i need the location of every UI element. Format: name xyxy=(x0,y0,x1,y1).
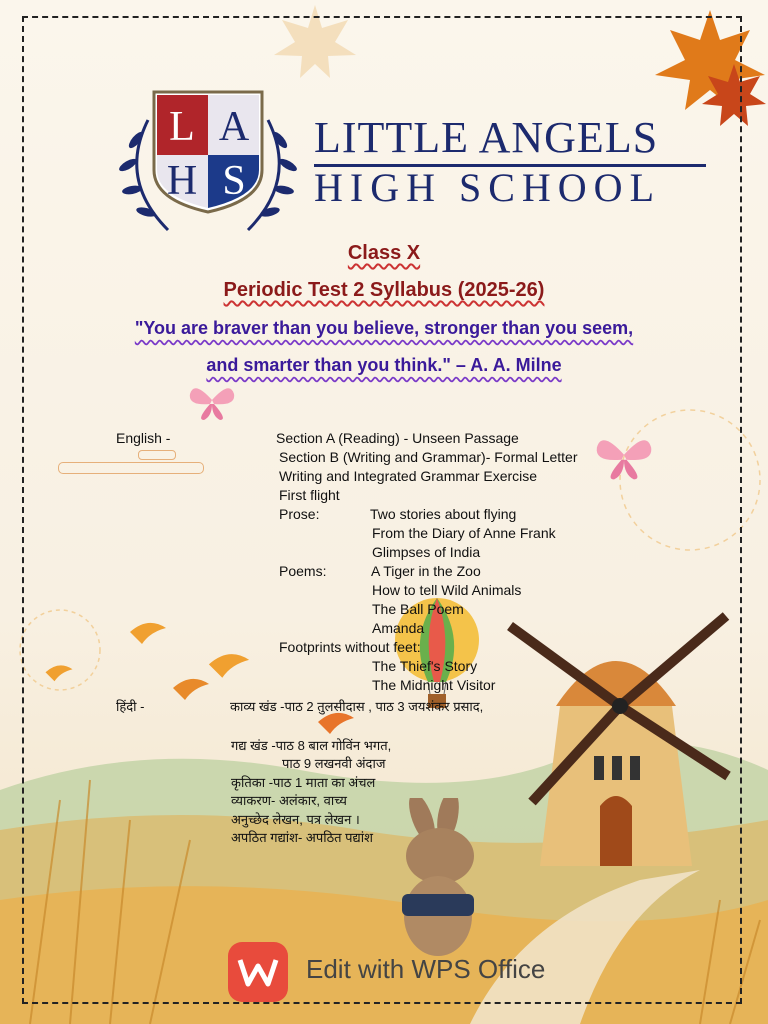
poems-label: Poems: xyxy=(279,563,327,579)
quote-line-2: and smarter than you think." – A. A. Milne xyxy=(206,355,562,375)
school-name-line1: LITTLE ANGELS xyxy=(314,113,659,162)
hindi-line: व्याकरण- अलंकार, वाच्य xyxy=(231,793,347,808)
hindi-subject-label: हिंदी - xyxy=(116,699,145,714)
hindi-line: पाठ 9 लखनवी अंदाज xyxy=(282,756,386,771)
wps-watermark-text: Edit with WPS Office xyxy=(306,954,546,984)
english-subject-label: English - xyxy=(116,430,171,446)
class-heading: Class X xyxy=(347,242,421,264)
crest-letter-l: L xyxy=(169,104,195,150)
hindi-line: अपठित गद्यांश- अपठित पद्यांश xyxy=(231,830,373,845)
prose-item: Glimpses of India xyxy=(372,544,481,560)
english-line: Section B (Writing and Grammar)- Formal Letter xyxy=(279,449,578,465)
hindi-line: कृतिका -पाठ 1 माता का अंचल xyxy=(231,775,376,790)
crest-letter-a: A xyxy=(218,104,250,150)
footprints-label: Footprints without feet: xyxy=(279,639,421,655)
prose-label: Prose: xyxy=(279,506,320,522)
footprints-item: The Thief's Story xyxy=(372,658,478,674)
poem-item: How to tell Wild Animals xyxy=(372,582,522,598)
prose-item: Two stories about flying xyxy=(370,506,517,522)
test-heading: Periodic Test 2 Syllabus (2025-26) xyxy=(223,279,545,301)
english-line: Writing and Integrated Grammar Exercise xyxy=(279,468,538,484)
dashed-page-border xyxy=(22,16,742,1004)
english-line: First flight xyxy=(279,487,340,503)
poem-item: Amanda xyxy=(372,620,425,636)
quote-line-1: "You are braver than you believe, stronger than you seem, xyxy=(134,318,634,338)
crest-letter-s: S xyxy=(222,158,246,204)
footprints-item: The Midnight Visitor xyxy=(372,677,496,693)
crest-letter-h: H xyxy=(166,158,198,204)
prose-item: From the Diary of Anne Frank xyxy=(372,525,556,541)
english-line: Section A (Reading) - Unseen Passage xyxy=(276,430,519,446)
school-name-line2: HIGH SCHOOL xyxy=(314,165,661,210)
poem-item: The Ball Poem xyxy=(372,601,464,617)
hindi-line: अनुच्छेद लेखन, पत्र लेखन । xyxy=(231,812,360,827)
hindi-line: काव्य खंड -पाठ 2 तुलसीदास , पाठ 3 जयशंकर प्रसाद, xyxy=(230,699,484,714)
hindi-line: गद्य खंड -पाठ 8 बाल गोविंन भगत, xyxy=(231,738,392,753)
poem-item: A Tiger in the Zoo xyxy=(371,563,481,579)
